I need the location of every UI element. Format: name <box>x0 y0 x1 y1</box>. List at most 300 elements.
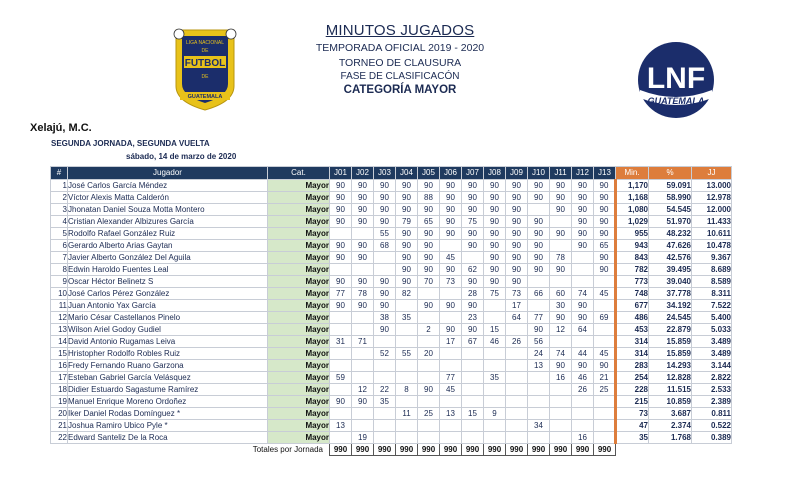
round-minutes: 90 <box>484 180 506 192</box>
round-minutes: 90 <box>594 180 616 192</box>
round-minutes: 90 <box>506 264 528 276</box>
games-equivalent: 11.433 <box>692 216 732 228</box>
round-minutes <box>374 336 396 348</box>
round-minutes <box>462 432 484 444</box>
player-name: David Antonio Rugamas Leiva <box>68 336 268 348</box>
games-equivalent: 0.389 <box>692 432 732 444</box>
round-minutes <box>418 396 440 408</box>
round-minutes: 90 <box>550 312 572 324</box>
round-minutes: 90 <box>528 240 550 252</box>
round-minutes: 90 <box>550 204 572 216</box>
col-round-header: J06 <box>440 167 462 180</box>
total-minutes: 486 <box>616 312 649 324</box>
round-minutes: 90 <box>550 360 572 372</box>
round-minutes: 55 <box>374 228 396 240</box>
round-minutes: 13 <box>528 360 550 372</box>
round-minutes <box>550 216 572 228</box>
round-minutes: 90 <box>418 228 440 240</box>
round-minutes: 90 <box>484 228 506 240</box>
row-number: 20 <box>51 408 68 420</box>
player-category: Mayor <box>268 252 330 264</box>
row-number: 5 <box>51 228 68 240</box>
empty-cell <box>616 444 649 456</box>
round-minutes: 28 <box>462 288 484 300</box>
round-minutes <box>396 360 418 372</box>
round-minutes <box>594 324 616 336</box>
row-number: 3 <box>51 204 68 216</box>
total-minutes: 254 <box>616 372 649 384</box>
round-minutes <box>418 372 440 384</box>
percent-played: 59.091 <box>649 180 692 192</box>
round-minutes: 90 <box>506 252 528 264</box>
logo-left-line4: DE <box>201 74 209 80</box>
round-minutes <box>528 408 550 420</box>
round-minutes: 90 <box>396 252 418 264</box>
player-name: Wilson Ariel Godoy Gudiel <box>68 324 268 336</box>
round-minutes <box>528 384 550 396</box>
liga-nacional-logo <box>170 26 240 112</box>
round-minutes: 26 <box>572 384 594 396</box>
round-minutes: 38 <box>374 312 396 324</box>
row-number: 10 <box>51 288 68 300</box>
round-minutes: 90 <box>330 180 352 192</box>
round-minutes <box>418 360 440 372</box>
games-equivalent: 3.489 <box>692 348 732 360</box>
round-minutes <box>528 300 550 312</box>
round-minutes: 90 <box>462 204 484 216</box>
round-minutes: 60 <box>550 288 572 300</box>
total-minutes: 943 <box>616 240 649 252</box>
table-row <box>51 372 732 384</box>
round-minutes: 30 <box>550 300 572 312</box>
round-minutes: 90 <box>462 324 484 336</box>
percent-played: 48.232 <box>649 228 692 240</box>
round-minutes: 45 <box>594 348 616 360</box>
player-category: Mayor <box>268 408 330 420</box>
round-minutes: 90 <box>374 300 396 312</box>
round-minutes <box>506 324 528 336</box>
report-header <box>300 22 500 96</box>
round-minutes <box>330 312 352 324</box>
table-row <box>51 216 732 228</box>
round-minutes: 90 <box>418 252 440 264</box>
round-minutes: 64 <box>572 324 594 336</box>
round-minutes: 90 <box>572 300 594 312</box>
total-minutes: 773 <box>616 276 649 288</box>
round-total: 990 <box>418 444 440 456</box>
round-minutes: 26 <box>506 336 528 348</box>
player-name: Rodolfo Rafael González Ruiz <box>68 228 268 240</box>
round-minutes: 52 <box>374 348 396 360</box>
round-minutes <box>352 408 374 420</box>
round-minutes <box>440 396 462 408</box>
round-minutes <box>462 420 484 432</box>
round-minutes: 90 <box>594 192 616 204</box>
round-minutes: 56 <box>528 336 550 348</box>
games-equivalent: 8.589 <box>692 276 732 288</box>
round-total: 990 <box>396 444 418 456</box>
games-equivalent: 2.822 <box>692 372 732 384</box>
round-minutes: 90 <box>440 324 462 336</box>
round-minutes: 17 <box>440 336 462 348</box>
games-equivalent: 9.367 <box>692 252 732 264</box>
games-equivalent: 3.489 <box>692 336 732 348</box>
round-minutes: 79 <box>396 216 418 228</box>
player-category: Mayor <box>268 192 330 204</box>
round-minutes <box>550 240 572 252</box>
round-minutes <box>440 348 462 360</box>
round-minutes: 68 <box>374 240 396 252</box>
round-minutes: 90 <box>572 192 594 204</box>
total-minutes: 215 <box>616 396 649 408</box>
round-minutes: 82 <box>396 288 418 300</box>
round-minutes: 90 <box>418 300 440 312</box>
round-minutes: 90 <box>462 228 484 240</box>
round-minutes: 90 <box>352 216 374 228</box>
round-minutes: 45 <box>594 288 616 300</box>
table-row <box>51 324 732 336</box>
table-row <box>51 408 732 420</box>
round-minutes: 31 <box>330 336 352 348</box>
percent-played: 47.626 <box>649 240 692 252</box>
table-row <box>51 252 732 264</box>
table-row <box>51 228 732 240</box>
round-minutes <box>594 420 616 432</box>
player-name: Manuel Enrique Moreno Ordoñez <box>68 396 268 408</box>
table-row <box>51 432 732 444</box>
player-category: Mayor <box>268 300 330 312</box>
round-minutes: 21 <box>594 372 616 384</box>
round-minutes <box>484 300 506 312</box>
round-minutes <box>484 420 506 432</box>
player-name: Jhonatan Daniel Souza Motta Montero <box>68 204 268 216</box>
round-minutes: 2 <box>418 324 440 336</box>
player-name: Javier Alberto González Del Aguila <box>68 252 268 264</box>
round-minutes: 90 <box>528 264 550 276</box>
round-minutes: 90 <box>330 192 352 204</box>
col-player-header: Jugador <box>68 167 268 180</box>
round-minutes: 90 <box>572 360 594 372</box>
round-minutes: 25 <box>594 384 616 396</box>
round-minutes <box>462 396 484 408</box>
round-minutes: 90 <box>374 204 396 216</box>
round-minutes: 35 <box>484 372 506 384</box>
round-minutes: 15 <box>462 408 484 420</box>
round-minutes <box>484 432 506 444</box>
round-minutes <box>418 312 440 324</box>
round-minutes: 16 <box>572 432 594 444</box>
player-name: José Carlos Pérez González <box>68 288 268 300</box>
round-minutes <box>374 252 396 264</box>
total-minutes: 843 <box>616 252 649 264</box>
percent-played: 11.515 <box>649 384 692 396</box>
percent-played: 39.040 <box>649 276 692 288</box>
row-number: 17 <box>51 372 68 384</box>
total-minutes: 453 <box>616 324 649 336</box>
percent-played: 58.990 <box>649 192 692 204</box>
player-category: Mayor <box>268 432 330 444</box>
round-minutes: 15 <box>484 324 506 336</box>
round-minutes: 90 <box>418 204 440 216</box>
player-name: Iker Daniel Rodas Domínguez * <box>68 408 268 420</box>
round-minutes <box>418 432 440 444</box>
col-round-header: J10 <box>528 167 550 180</box>
games-equivalent: 12.000 <box>692 204 732 216</box>
round-minutes <box>418 288 440 300</box>
round-minutes: 65 <box>594 240 616 252</box>
round-total: 990 <box>462 444 484 456</box>
round-minutes: 90 <box>506 228 528 240</box>
round-minutes: 90 <box>330 240 352 252</box>
row-number: 18 <box>51 384 68 396</box>
round-minutes: 90 <box>396 276 418 288</box>
table-row <box>51 312 732 324</box>
col-round-header: J03 <box>374 167 396 180</box>
round-minutes: 46 <box>484 336 506 348</box>
player-category: Mayor <box>268 216 330 228</box>
games-equivalent: 5.400 <box>692 312 732 324</box>
round-minutes: 78 <box>352 288 374 300</box>
round-minutes: 77 <box>330 288 352 300</box>
percent-played: 51.970 <box>649 216 692 228</box>
round-minutes <box>396 300 418 312</box>
player-category: Mayor <box>268 420 330 432</box>
percent-played: 37.778 <box>649 288 692 300</box>
round-minutes <box>352 312 374 324</box>
totals-row <box>51 444 732 456</box>
round-minutes: 90 <box>440 204 462 216</box>
games-equivalent: 0.811 <box>692 408 732 420</box>
percent-played: 10.859 <box>649 396 692 408</box>
round-minutes: 46 <box>572 372 594 384</box>
round-minutes: 90 <box>462 240 484 252</box>
col-round-header: J02 <box>352 167 374 180</box>
round-minutes <box>352 372 374 384</box>
total-minutes: 782 <box>616 264 649 276</box>
games-equivalent: 0.522 <box>692 420 732 432</box>
round-minutes: 13 <box>440 408 462 420</box>
player-name: Joshua Ramiro Ubico Pyle * <box>68 420 268 432</box>
round-total: 990 <box>484 444 506 456</box>
round-minutes <box>440 240 462 252</box>
round-total: 990 <box>330 444 352 456</box>
round-minutes: 90 <box>374 180 396 192</box>
round-minutes <box>396 432 418 444</box>
player-category: Mayor <box>268 336 330 348</box>
round-minutes: 90 <box>528 192 550 204</box>
row-number: 15 <box>51 348 68 360</box>
total-minutes: 1,170 <box>616 180 649 192</box>
player-name: Oscar Héctor Belinetz S <box>68 276 268 288</box>
round-minutes: 78 <box>550 252 572 264</box>
round-minutes: 90 <box>352 240 374 252</box>
percent-played: 22.879 <box>649 324 692 336</box>
total-minutes: 35 <box>616 432 649 444</box>
games-equivalent: 10.478 <box>692 240 732 252</box>
round-minutes <box>484 384 506 396</box>
round-minutes <box>352 228 374 240</box>
table-row <box>51 276 732 288</box>
row-number: 14 <box>51 336 68 348</box>
round-minutes <box>374 432 396 444</box>
col-round-header: J05 <box>418 167 440 180</box>
minutes-table <box>50 166 732 456</box>
percent-played: 1.768 <box>649 432 692 444</box>
round-minutes <box>462 252 484 264</box>
round-minutes <box>572 252 594 264</box>
percent-played: 3.687 <box>649 408 692 420</box>
round-minutes: 90 <box>440 228 462 240</box>
table-row <box>51 384 732 396</box>
logo-right-main: LNF <box>646 62 706 95</box>
round-minutes <box>528 432 550 444</box>
logo-left-line5: GUATEMALA <box>187 94 223 100</box>
player-category: Mayor <box>268 204 330 216</box>
games-equivalent: 12.978 <box>692 192 732 204</box>
round-minutes <box>550 384 572 396</box>
total-minutes: 748 <box>616 288 649 300</box>
round-minutes: 19 <box>352 432 374 444</box>
round-minutes <box>594 396 616 408</box>
round-minutes: 90 <box>440 180 462 192</box>
round-minutes <box>506 396 528 408</box>
round-minutes: 90 <box>572 180 594 192</box>
round-minutes: 73 <box>506 288 528 300</box>
round-minutes: 74 <box>550 348 572 360</box>
round-minutes: 90 <box>462 180 484 192</box>
round-minutes <box>352 324 374 336</box>
percent-played: 39.495 <box>649 264 692 276</box>
round-minutes <box>462 372 484 384</box>
round-minutes <box>440 432 462 444</box>
round-minutes: 67 <box>462 336 484 348</box>
round-total: 990 <box>594 444 616 456</box>
round-minutes: 90 <box>330 204 352 216</box>
round-minutes <box>594 336 616 348</box>
games-equivalent: 13.000 <box>692 180 732 192</box>
lnf-logo <box>626 38 726 122</box>
round-minutes <box>462 384 484 396</box>
round-minutes <box>330 360 352 372</box>
round-minutes: 90 <box>440 264 462 276</box>
col-round-header: J12 <box>572 167 594 180</box>
round-minutes: 90 <box>440 192 462 204</box>
round-minutes: 90 <box>374 324 396 336</box>
col-round-header: J09 <box>506 167 528 180</box>
round-minutes: 13 <box>330 420 352 432</box>
round-minutes <box>440 312 462 324</box>
player-category: Mayor <box>268 288 330 300</box>
percent-played: 12.828 <box>649 372 692 384</box>
round-minutes: 90 <box>594 204 616 216</box>
round-minutes: 90 <box>528 180 550 192</box>
round-minutes: 90 <box>484 216 506 228</box>
round-minutes: 23 <box>462 312 484 324</box>
round-minutes: 55 <box>396 348 418 360</box>
round-minutes: 90 <box>550 264 572 276</box>
row-number: 16 <box>51 360 68 372</box>
round-minutes <box>550 420 572 432</box>
player-category: Mayor <box>268 372 330 384</box>
total-minutes: 314 <box>616 336 649 348</box>
round-minutes <box>484 360 506 372</box>
round-minutes: 90 <box>572 312 594 324</box>
round-minutes: 12 <box>352 384 374 396</box>
round-minutes: 90 <box>506 204 528 216</box>
round-minutes <box>352 420 374 432</box>
date-label: sábado, 14 de marzo de 2020 <box>126 152 237 161</box>
games-equivalent: 8.311 <box>692 288 732 300</box>
round-minutes <box>396 336 418 348</box>
round-minutes <box>528 276 550 288</box>
round-minutes: 90 <box>572 204 594 216</box>
category-label: CATEGORÍA MAYOR <box>343 84 457 96</box>
round-minutes: 90 <box>374 288 396 300</box>
player-name: Juan Antonio Yax García <box>68 300 268 312</box>
games-equivalent: 2.533 <box>692 384 732 396</box>
games-equivalent: 8.689 <box>692 264 732 276</box>
round-minutes <box>528 372 550 384</box>
round-minutes: 90 <box>462 300 484 312</box>
logo-left-line2: DE <box>201 48 209 54</box>
round-minutes: 90 <box>396 204 418 216</box>
round-minutes: 90 <box>352 192 374 204</box>
round-total: 990 <box>374 444 396 456</box>
round-minutes: 8 <box>396 384 418 396</box>
round-minutes: 90 <box>572 228 594 240</box>
round-minutes: 88 <box>418 192 440 204</box>
table-row <box>51 348 732 360</box>
round-minutes <box>528 204 550 216</box>
table-row <box>51 288 732 300</box>
row-number: 7 <box>51 252 68 264</box>
round-minutes: 9 <box>484 408 506 420</box>
round-minutes <box>484 312 506 324</box>
round-minutes <box>528 396 550 408</box>
round-minutes: 90 <box>374 192 396 204</box>
round-minutes <box>506 348 528 360</box>
player-name: Edward Santeliz De la Roca <box>68 432 268 444</box>
total-minutes: 1,029 <box>616 216 649 228</box>
percent-played: 34.192 <box>649 300 692 312</box>
row-number: 9 <box>51 276 68 288</box>
round-minutes: 90 <box>594 228 616 240</box>
round-total: 990 <box>506 444 528 456</box>
round-minutes <box>506 372 528 384</box>
round-minutes: 90 <box>572 240 594 252</box>
round-minutes: 59 <box>330 372 352 384</box>
round-minutes <box>352 360 374 372</box>
round-total: 990 <box>440 444 462 456</box>
round-minutes: 16 <box>550 372 572 384</box>
round-minutes <box>484 348 506 360</box>
round-minutes <box>550 336 572 348</box>
round-minutes: 90 <box>484 264 506 276</box>
player-category: Mayor <box>268 264 330 276</box>
round-minutes: 90 <box>528 324 550 336</box>
table-row <box>51 192 732 204</box>
round-total: 990 <box>528 444 550 456</box>
round-total: 990 <box>352 444 374 456</box>
col-round-header: J04 <box>396 167 418 180</box>
round-total: 990 <box>550 444 572 456</box>
round-minutes: 90 <box>506 276 528 288</box>
player-name: Cristian Alexander Albizures García <box>68 216 268 228</box>
round-minutes <box>572 420 594 432</box>
round-minutes: 90 <box>352 252 374 264</box>
jornada-label: SEGUNDA JORNADA, SEGUNDA VUELTA <box>51 139 210 148</box>
round-minutes: 90 <box>418 240 440 252</box>
